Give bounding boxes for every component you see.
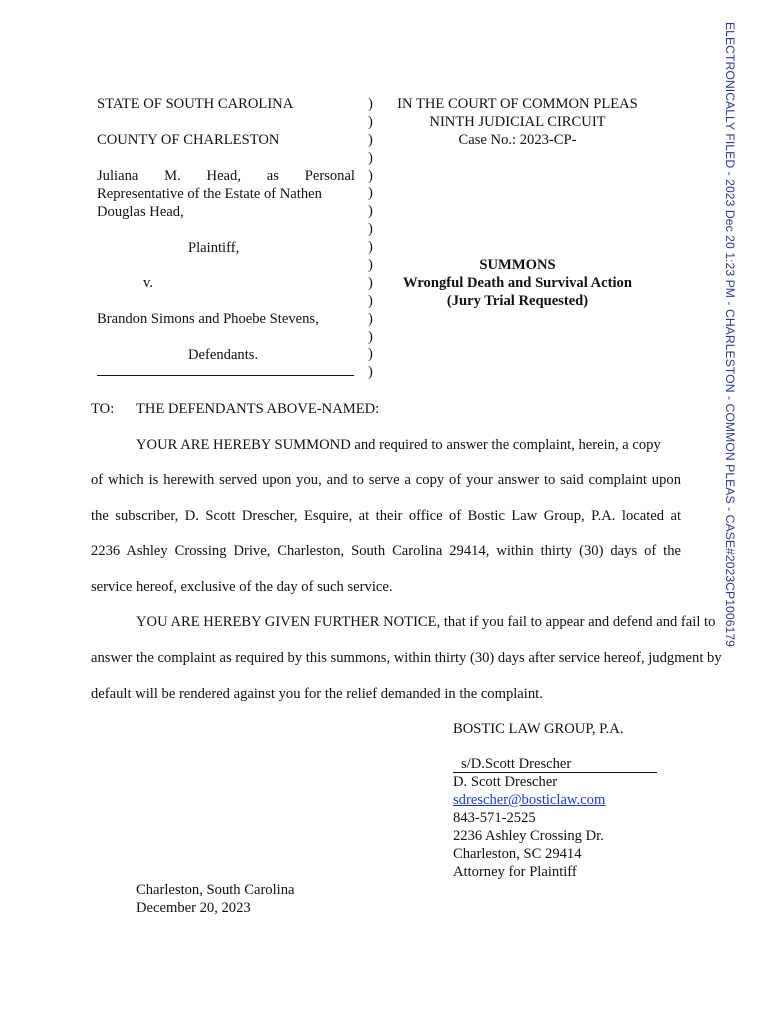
para2-line: answer the complaint as required by this summons, within thirty (30) days after service hereof, judgment by — [91, 650, 722, 666]
paren: ) — [368, 203, 373, 220]
paren: ) — [368, 149, 373, 166]
signing-date: December 20, 2023 — [136, 900, 251, 916]
plaintiff-word: as — [266, 168, 279, 184]
paren: ) — [368, 292, 373, 309]
signature-line — [453, 756, 657, 773]
paren: ) — [368, 310, 373, 327]
versus: v. — [143, 275, 153, 291]
to-label: TO: — [91, 401, 115, 417]
attorney-name: D. Scott Drescher — [453, 774, 558, 790]
para2-line: default will be rendered against you for the relief demanded in the complaint. — [91, 686, 543, 702]
paren: ) — [368, 221, 373, 238]
attorney-email-link[interactable]: sdrescher@bosticlaw.com — [453, 792, 606, 808]
paren: ) — [368, 346, 373, 363]
county-name: COUNTY OF CHARLESTON — [97, 132, 280, 148]
electronic-signature: s/D.Scott Drescher — [461, 756, 572, 772]
para1-line: YOUR ARE HEREBY SUMMOND and required to answer the complaint, herein, a copy — [136, 437, 661, 453]
paren: ) — [368, 257, 373, 274]
jury-request: (Jury Trial Requested) — [446, 293, 589, 309]
electronic-filing-stamp: ELECTRONICALLY FILED - 2023 Dec 20 1:23 PM - CHARLESTON - COMMON PLEAS - CASE#2023CP1006179 — [723, 22, 737, 648]
attorney-role: Attorney for Plaintiff — [453, 864, 577, 880]
paren: ) — [368, 328, 373, 345]
plaintiff-word: Personal — [304, 168, 355, 184]
defendants-label: Defendants. — [188, 347, 259, 363]
paren: ) — [368, 185, 373, 202]
para1-line: 2236 Ashley Crossing Drive, Charleston, South Carolina 29414, within thirty (30) days of the — [91, 543, 681, 559]
judicial-circuit: NINTH JUDICIAL CIRCUIT — [429, 114, 606, 130]
court-name: IN THE COURT OF COMMON PLEAS — [397, 96, 638, 112]
paren: ) — [368, 113, 373, 130]
plaintiff-line-2: Representative of the Estate of Nathen — [97, 186, 322, 202]
para1-line: service hereof, exclusive of the day of such service. — [91, 579, 393, 595]
action-type: Wrongful Death and Survival Action — [403, 275, 632, 291]
paren: ) — [368, 239, 373, 256]
plaintiff-word: Head, — [206, 168, 241, 184]
para2-line: YOU ARE HEREBY GIVEN FURTHER NOTICE, that if you fail to appear and defend and fail to — [136, 614, 716, 630]
plaintiff-word: Juliana — [97, 168, 139, 184]
case-number: Case No.: 2023-CP- — [458, 132, 577, 148]
state-name: STATE OF SOUTH CAROLINA — [97, 96, 294, 112]
paren: ) — [368, 364, 373, 381]
plaintiff-line-1 — [97, 167, 355, 185]
plaintiff-label: Plaintiff, — [188, 240, 240, 256]
firm-name: BOSTIC LAW GROUP, P.A. — [453, 721, 624, 737]
paren: ) — [368, 131, 373, 148]
address-line-2: Charleston, SC 29414 — [453, 846, 582, 862]
para1-line: of which is herewith served upon you, and to serve a copy of your answer to said complaint upon — [91, 472, 681, 488]
paren: ) — [368, 274, 373, 291]
document-title: SUMMONS — [479, 257, 556, 273]
para1-line: the subscriber, D. Scott Drescher, Esquire, at their office of Bostic Law Group, P.A. located at — [91, 508, 681, 524]
paren: ) — [368, 96, 373, 112]
plaintiff-word: M. — [164, 168, 181, 184]
defendants-names: Brandon Simons and Phoebe Stevens, — [97, 311, 319, 327]
to-addressee: THE DEFENDANTS ABOVE-NAMED: — [136, 401, 380, 417]
attorney-phone: 843-571-2525 — [453, 810, 536, 826]
paren: ) — [368, 167, 373, 184]
caption-parenthesis-column — [368, 95, 380, 381]
plaintiff-line-3: Douglas Head, — [97, 204, 184, 220]
caption-rule — [97, 375, 354, 376]
address-line-1: 2236 Ashley Crossing Dr. — [453, 828, 604, 844]
signing-place: Charleston, South Carolina — [136, 882, 295, 898]
